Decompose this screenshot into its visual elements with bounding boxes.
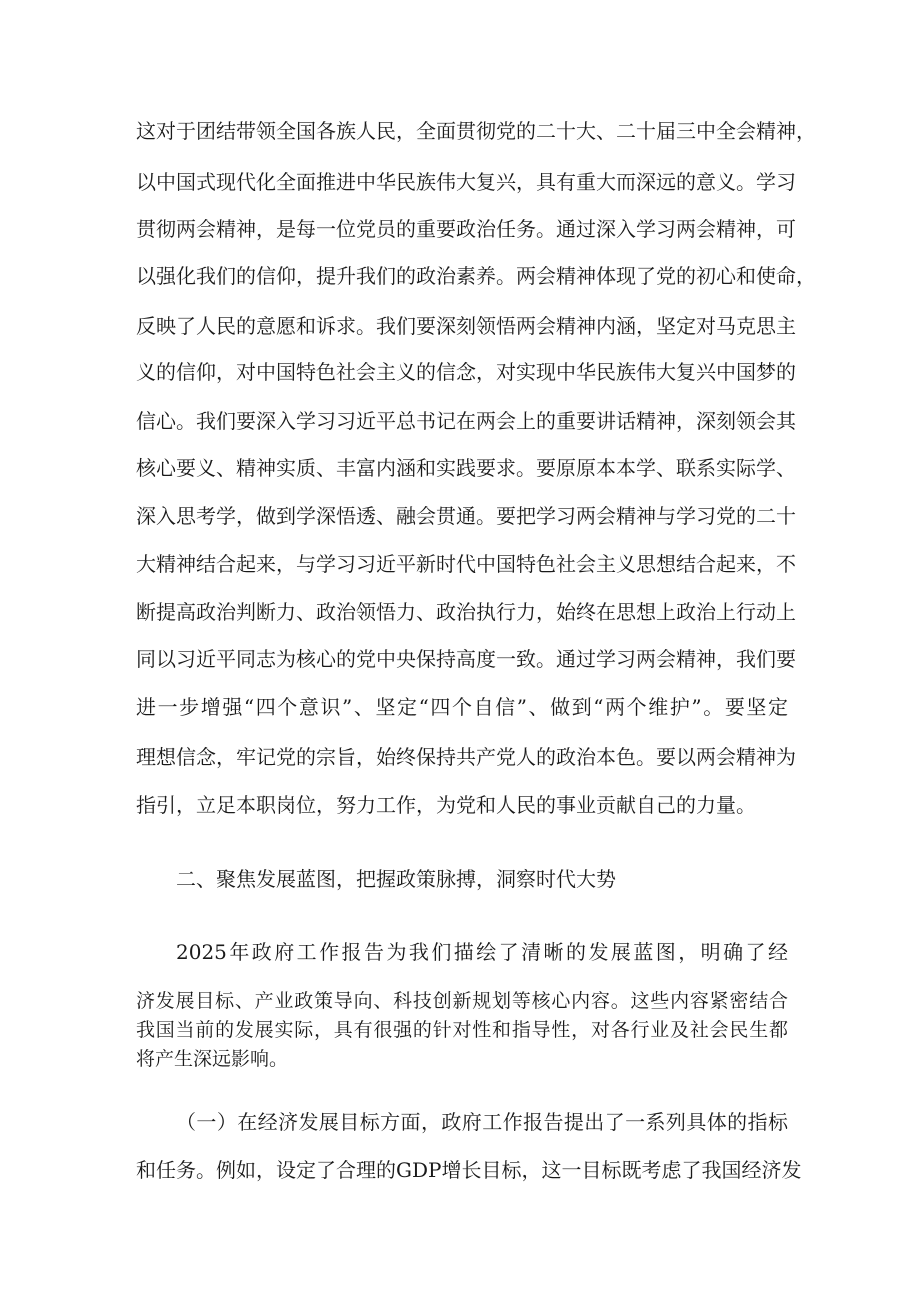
paragraph-line: 以强化我们的信仰，提升我们的政治素养。两会精神体现了党的初心和使命， bbox=[136, 264, 816, 288]
paragraph-line: 义的信仰，对中国特色社会主义的信念，对实现中华民族伟大复兴中国梦的 bbox=[136, 360, 796, 384]
paragraph-first-line: 2025年政府工作报告为我们描绘了清晰的发展蓝图，明确了经 bbox=[176, 940, 788, 964]
paragraph-line: 指引，立足本职岗位，努力工作，为党和人民的事业贡献自己的力量。 bbox=[136, 793, 756, 817]
paragraph-line: 和任务。例如，设定了合理的GDP增长目标，这一目标既考虑了我国经济发 bbox=[136, 1158, 802, 1182]
paragraph-first-line: （一）在经济发展目标方面，政府工作报告提出了一系列具体的指标 bbox=[176, 1110, 788, 1134]
paragraph-line: 理想信念，牢记党的宗旨，始终保持共产党人的政治本色。要以两会精神为 bbox=[136, 745, 796, 769]
paragraph-line: 大精神结合起来，与学习习近平新时代中国特色社会主义思想结合起来，不 bbox=[136, 552, 796, 576]
paragraph-line: 信心。我们要深入学习习近平总书记在两会上的重要讲话精神，深刻领会其 bbox=[136, 409, 796, 433]
section-heading: 二、聚焦发展蓝图，把握政策脉搏，洞察时代大势 bbox=[176, 867, 616, 891]
paragraph-line: 深入思考学，做到学深悟透、融会贯通。要把学习两会精神与学习党的二十 bbox=[136, 504, 796, 528]
paragraph-line: 断提高政治判断力、政治领悟力、政治执行力，始终在思想上政治上行动上 bbox=[136, 600, 796, 624]
paragraph-line: 这对于团结带领全国各族人民，全面贯彻党的二十大、二十届三中全会精神， bbox=[136, 119, 816, 143]
paragraph-line: 将产生深远影响。 bbox=[136, 1048, 289, 1070]
paragraph-line: 同以习近平同志为核心的党中央保持高度一致。通过学习两会精神，我们要 bbox=[136, 647, 796, 671]
paragraph-line: 核心要义、精神实质、丰富内涵和实践要求。要原原本本学、联系实际学、 bbox=[136, 456, 796, 480]
paragraph-line: 济发展目标、产业政策导向、科技创新规划等核心内容。这些内容紧密结合 bbox=[136, 990, 788, 1012]
paragraph-line: 以中国式现代化全面推进中华民族伟大复兴，具有重大而深远的意义。学习 bbox=[136, 170, 796, 194]
paragraph-line: 反映了人民的意愿和诉求。我们要深刻领悟两会精神内涵，坚定对马克思主 bbox=[136, 314, 796, 338]
paragraph-line: 进一步增强“四个意识”、坚定“四个自信”、做到“两个维护”。要坚定 bbox=[136, 695, 788, 719]
paragraph-line: 贯彻两会精神，是每一位党员的重要政治任务。通过深入学习两会精神，可 bbox=[136, 217, 796, 241]
paragraph-line: 我国当前的发展实际，具有很强的针对性和指导性，对各行业及社会民生都 bbox=[136, 1019, 788, 1041]
